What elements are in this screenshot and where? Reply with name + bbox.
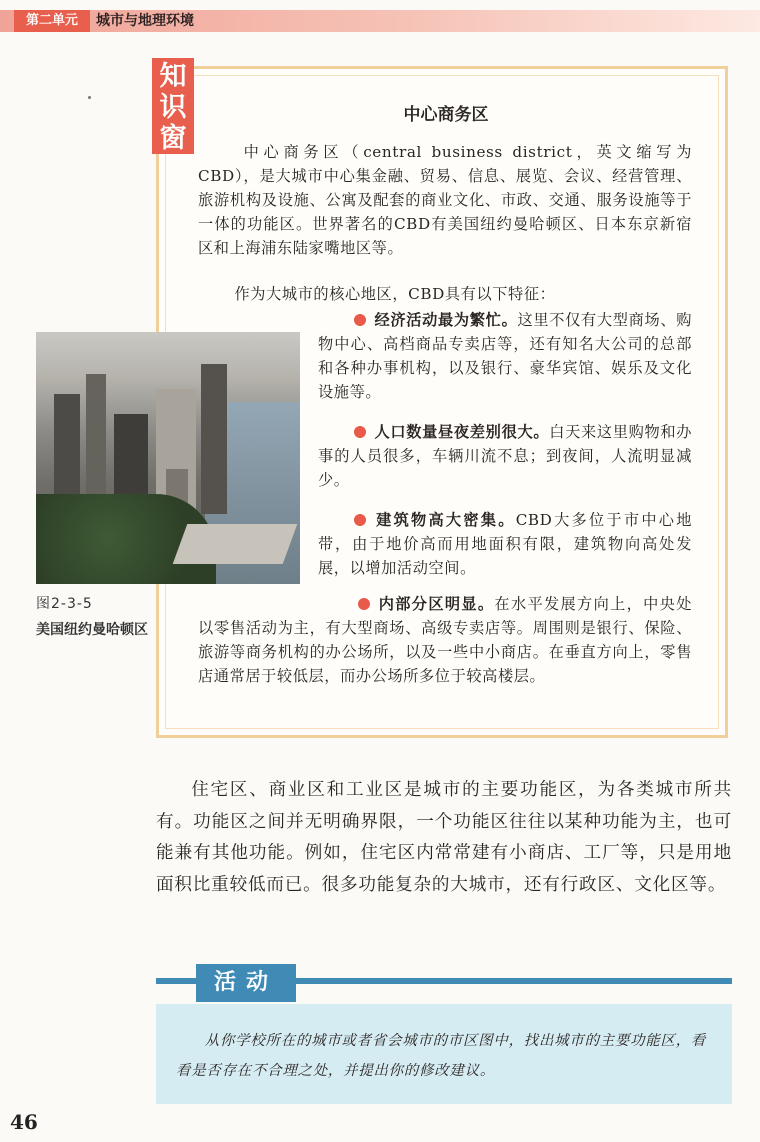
badge-char: 窗 bbox=[159, 123, 187, 154]
figure-number: 图2-3-5 bbox=[36, 596, 93, 612]
bullet-dot-icon bbox=[354, 314, 366, 326]
bullet-heading: 经济活动最为繁忙。 bbox=[374, 311, 518, 329]
figure-caption: 美国纽约曼哈顿区 bbox=[36, 622, 148, 638]
knowledge-window-badge bbox=[152, 58, 194, 154]
bullet-heading: 建筑物高大密集。 bbox=[374, 511, 516, 529]
bullet-item bbox=[318, 420, 692, 492]
activity-text: 从你学校所在的城市或者省会城市的市区图中，找出城市的主要功能区，看看是否存在不合理之处，并提出你的修改建议。 bbox=[176, 1033, 707, 1079]
bullet-body: CBD大多位于市中心地带，由于地价高而用地面积有限，建筑物向高处发展，以增加活动空间。 bbox=[318, 511, 692, 577]
main-paragraph: 住宅区、商业区和工业区是城市的主要功能区，为各类城市所共有。功能区之间并无明确界限，一个功能区往往以某种功能为主，也可能兼有其他功能。例如，住宅区内常常建有小商店、工厂等，只是用地面积比重较低而已。很多功能复杂的大城市，还有行政区、文化区等。 bbox=[156, 780, 732, 895]
cbd-features-lead: 作为大城市的核心地区，CBD具有以下特征： bbox=[234, 285, 556, 303]
bullet-dot-icon bbox=[358, 598, 370, 610]
photo-building bbox=[201, 364, 227, 514]
cbd-intro-paragraph: 中心商务区（central business district，英文缩写为CBD），是大城市中心集金融、贸易、信息、展览、会议、经营管理、旅游机构及设施、公寓及配套的商业文化、市政、交通、服务设施等于一体的功能区。世界著名的CBD有美国纽约曼哈顿区、日本东京新宿区和上海浦东陆家嘴地区等。 bbox=[198, 143, 692, 257]
unit-label: 第二单元 bbox=[14, 10, 90, 32]
page-header bbox=[0, 10, 760, 32]
bullet-body: 在水平发展方向上，中央处以零售活动为主，有大型商场、高级专卖店等。周围则是银行、保险、旅游等商务机构的办公场所，以及一些中小商店。在垂直方向上，零售店通常居于较低层，而办公场所多位于较高楼层。 bbox=[198, 595, 692, 685]
bullet-body: 白天来这里购物和办事的人员很多，车辆川流不息；到夜间，人流明显减少。 bbox=[318, 423, 692, 489]
bullet-item bbox=[318, 308, 692, 404]
stray-dot bbox=[88, 96, 91, 99]
knowledge-window-title: 中心商务区 bbox=[403, 105, 489, 125]
badge-char: 知 bbox=[159, 61, 187, 92]
unit-title: 城市与地理环境 bbox=[96, 13, 194, 29]
photo-building bbox=[86, 374, 106, 514]
bullet-item bbox=[198, 592, 692, 688]
badge-char: 识 bbox=[159, 92, 187, 123]
photo-pier bbox=[173, 524, 298, 564]
page-number: 46 bbox=[10, 1110, 38, 1134]
bullet-dot-icon bbox=[354, 426, 366, 438]
activity-title: 活动 bbox=[196, 964, 296, 1002]
bullet-item bbox=[318, 508, 692, 580]
bullet-body: 这里不仅有大型商场、购物中心、高档商品专卖店等，还有知名大公司的总部和各种办事机构，以及银行、豪华宾馆、娱乐及文化设施等。 bbox=[318, 311, 692, 401]
bullet-heading: 内部分区明显。 bbox=[378, 595, 495, 613]
manhattan-photo bbox=[36, 332, 300, 584]
bullet-heading: 人口数量昼夜差别很大。 bbox=[374, 423, 550, 441]
bullet-dot-icon bbox=[354, 514, 366, 526]
